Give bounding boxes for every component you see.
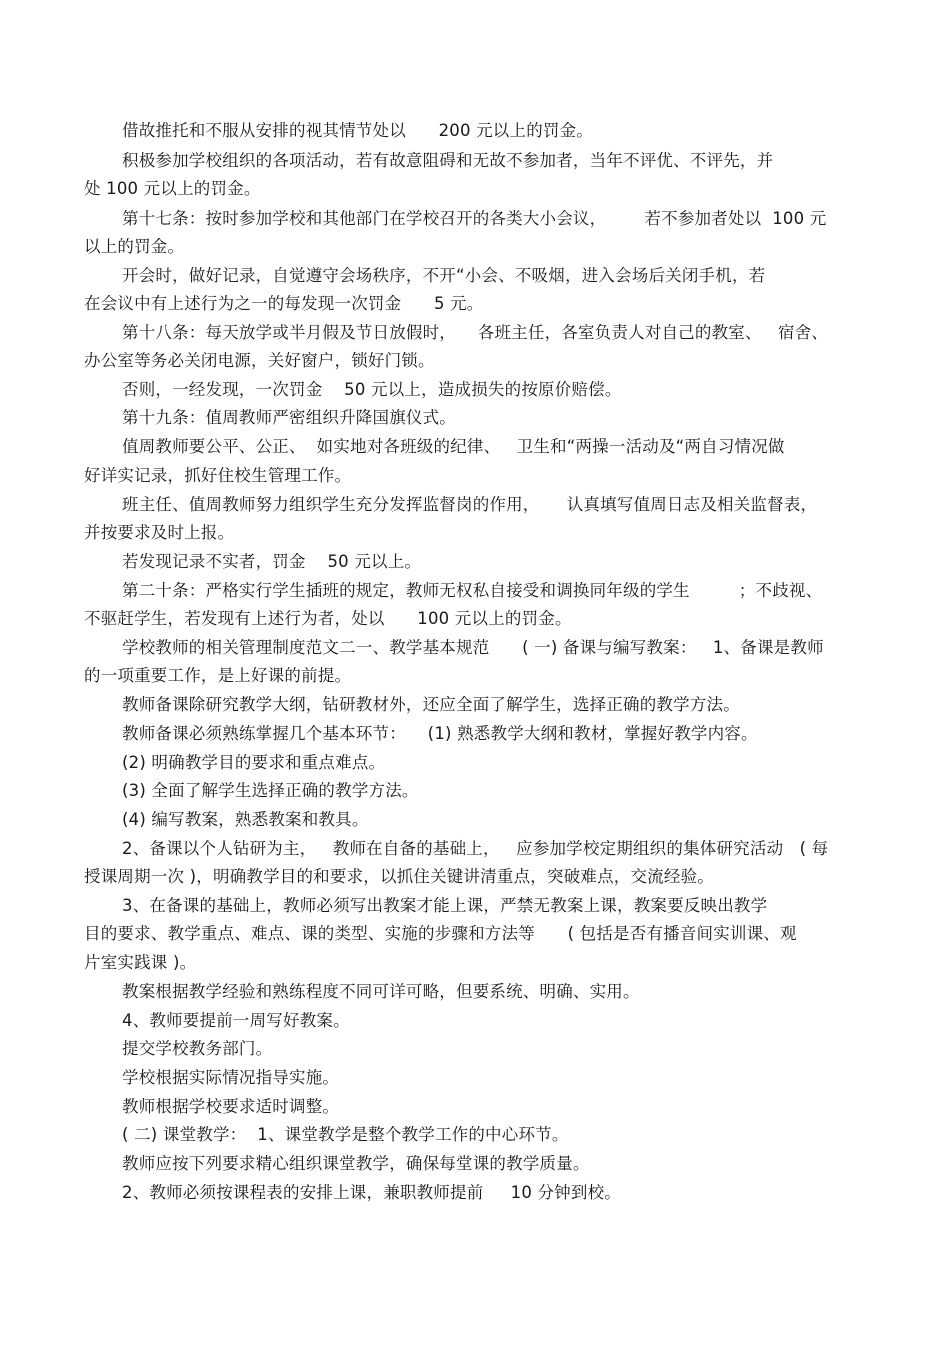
paragraph-line: 办公室等务必关闭电源，关好窗户，锁好门锁。	[84, 351, 435, 370]
paragraph-line: 片室实践课 )。	[84, 953, 197, 972]
paragraph-line: 教师根据学校要求适时调整。	[122, 1097, 340, 1116]
paragraph-line: 学校根据实际情况指导实施。	[122, 1068, 340, 1087]
paragraph-line: 第十九条：值周教师严密组织升降国旗仪式。	[122, 408, 456, 427]
paragraph-line: 以上的罚金。	[84, 237, 185, 256]
paragraph-line: 4、教师要提前一周写好教案。	[122, 1011, 350, 1030]
paragraph-line: 若发现记录不实者，罚金 50 元以上。	[122, 552, 422, 571]
paragraph-line: 教案根据教学经验和熟练程度不同可详可略，但要系统、明确、实用。	[122, 982, 640, 1001]
paragraph-line: 不驱赶学生，若发现有上述行为者，处以 100 元以上的罚金。	[84, 609, 572, 628]
paragraph-line: 积极参加学校组织的各项活动，若有故意阻碍和无故不参加者，当年不评优、不评先，并	[122, 151, 774, 170]
paragraph-line: 教师备课除研究教学大纲，钻研教材外，还应全面了解学生，选择正确的教学方法。	[122, 695, 740, 714]
paragraph-line: 学校教师的相关管理制度范文二一、教学基本规范 ( 一) 备课与编写教案： 1、备课是教师	[122, 638, 824, 657]
paragraph-line: 2、教师必须按课程表的安排上课，兼职教师提前 10 分钟到校。	[122, 1183, 621, 1202]
paragraph-line: 开会时，做好记录，自觉遵守会场秩序，不开“小会、不吸烟，进入会场后关闭手机，若	[122, 266, 766, 285]
paragraph-line: 在会议中有上述行为之一的每发现一次罚金 5 元。	[84, 294, 484, 313]
paragraph-line: 处 100 元以上的罚金。	[84, 179, 261, 198]
paragraph-line: 3、在备课的基础上，教师必须写出教案才能上课，严禁无教案上课，教案要反映出教学	[122, 896, 768, 915]
paragraph-line: 2、备课以个人钻研为主， 教师在自备的基础上， 应参加学校定期组织的集体研究活动 ( 每	[122, 839, 829, 858]
paragraph-line: 授课周期一次 )，明确教学目的和要求，以抓住关键讲清重点，突破难点，交流经验。	[84, 867, 714, 886]
paragraph-line: 好详实记录，抓好住校生管理工作。	[84, 466, 352, 485]
paragraph-line: 值周教师要公平、公正、 如实地对各班级的纪律、 卫生和“两操一活动及“两自习情况做	[122, 437, 785, 456]
paragraph-line: 的一项重要工作，是上好课的前提。	[84, 666, 352, 685]
paragraph-line: (2) 明确教学目的要求和重点难点。	[122, 753, 386, 772]
paragraph-line: (3) 全面了解学生选择正确的教学方法。	[122, 781, 419, 800]
paragraph-line: 提交学校教务部门。	[122, 1039, 273, 1058]
paragraph-line: 并按要求及时上报。	[84, 523, 235, 542]
paragraph-line: 第二十条：严格实行学生插班的规定，教师无权私自接受和调换同年级的学生 ；不歧视、	[122, 581, 823, 600]
paragraph-line: ( 二) 课堂教学： 1、课堂教学是整个教学工作的中心环节。	[122, 1125, 569, 1144]
paragraph-line: (4) 编写教案，熟悉教案和教具。	[122, 810, 369, 829]
paragraph-line: 教师备课必须熟练掌握几个基本环节： (1) 熟悉教学大纲和教材，掌握好教学内容。	[122, 724, 758, 743]
paragraph-line: 借故推托和不服从安排的视其情节处以 200 元以上的罚金。	[122, 121, 594, 140]
paragraph-line: 班主任、值周教师努力组织学生充分发挥监督岗的作用， 认真填写值周日志及相关监督表，	[122, 495, 818, 514]
paragraph-line: 否则，一经发现，一次罚金 50 元以上，造成损失的按原价赔偿。	[122, 380, 622, 399]
paragraph-line: 教师应按下列要求精心组织课堂教学，确保每堂课的教学质量。	[122, 1154, 590, 1173]
paragraph-line: 第十七条：按时参加学校和其他部门在学校召开的各类大小会议， 若不参加者处以 100 元	[122, 209, 827, 228]
paragraph-line: 第十八条：每天放学或半月假及节日放假时， 各班主任，各室负责人对自己的教室、 宿舍、	[122, 323, 829, 342]
paragraph-line: 目的要求、教学重点、难点、课的类型、实施的步骤和方法等 ( 包括是否有播音间实训课、观	[84, 924, 797, 943]
